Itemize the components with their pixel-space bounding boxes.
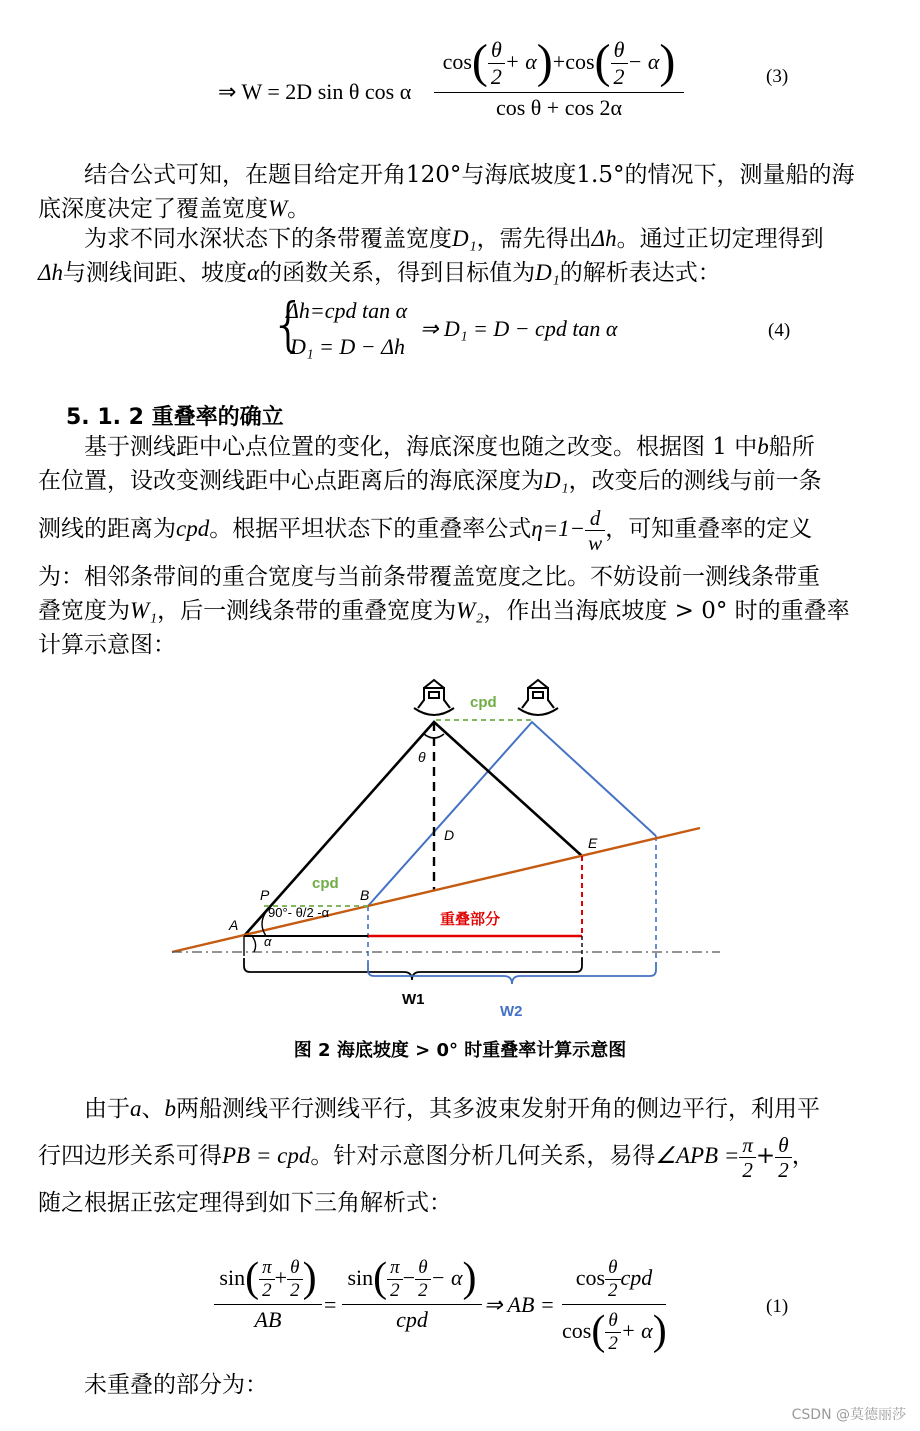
eq3-plus-alpha: + α bbox=[504, 49, 537, 74]
p4-var-b: b bbox=[164, 1096, 176, 1121]
p3-var-w2: W₂ bbox=[456, 598, 484, 623]
eq3-theta1: θ bbox=[488, 37, 505, 64]
paragraph-4 bbox=[38, 1092, 868, 1220]
eq1-rhs-fraction: cos $\frac{\theta}{2}$ cpd cos( $\frac{\theta}{2}$ + α) bbox=[562, 1252, 666, 1357]
eq3-numerator: cos( $\frac{\theta}{2}$ + α)+cos( $\frac{\theta}{2}$ − α) bbox=[434, 34, 684, 93]
eq4-label: (4) bbox=[768, 320, 791, 341]
p3-b-end: ，改变后的测线与前一条 bbox=[568, 468, 822, 494]
label-E: E bbox=[588, 835, 598, 851]
label-A: A bbox=[229, 917, 239, 933]
label-B: B bbox=[360, 887, 370, 903]
label-theta: θ bbox=[418, 749, 426, 765]
p3-var-w1: W₁ bbox=[130, 598, 158, 623]
eq1-two4: 2 bbox=[418, 1280, 428, 1302]
eq1-plus-alpha: + α bbox=[620, 1318, 653, 1343]
eq1-theta1: θ bbox=[287, 1257, 303, 1280]
label-cpd-mid: cpd bbox=[312, 875, 339, 892]
p3-f: 计算示意图： bbox=[38, 632, 176, 658]
p3-eta: η=1− bbox=[531, 516, 586, 541]
eq3-label: (3) bbox=[766, 66, 789, 87]
p4-b-end: ， bbox=[791, 1143, 815, 1169]
p2-var-d1: D₁ bbox=[452, 226, 477, 251]
eq3-theta2: θ bbox=[611, 37, 628, 64]
eq3-two2: 2 bbox=[613, 64, 625, 90]
p2-b-var-dh: Δh bbox=[38, 260, 63, 285]
p4-c: 随之根据正弦定理得到如下三角解析式： bbox=[38, 1190, 452, 1216]
eq1-equals: = bbox=[324, 1292, 337, 1317]
paragraph-5 bbox=[38, 1368, 868, 1402]
eq1-two3: 2 bbox=[390, 1280, 400, 1302]
p3-var-d1: D₁ bbox=[544, 468, 569, 493]
eq4-line2: D₁ = D − Δh bbox=[290, 334, 406, 359]
p4-a-mid: 、 bbox=[141, 1096, 165, 1122]
p4-plus: + bbox=[755, 1143, 776, 1169]
equation-3 bbox=[218, 34, 688, 130]
label-W1: W1 bbox=[402, 991, 425, 1008]
brace-w2 bbox=[368, 962, 656, 984]
eq1-two5: 2 bbox=[608, 1280, 618, 1302]
p3-d: 为：相邻条带间的重合宽度与当前条带覆盖宽度之比。不妨设前一测线条带重 bbox=[38, 564, 820, 590]
eq1-lhs-fraction: sin( $\frac{\pi}{2}$ + $\frac{\theta}{2}$ ) AB bbox=[214, 1252, 322, 1333]
p4-angle: ∠APB = bbox=[655, 1143, 740, 1168]
figure-caption: 图 2 海底坡度 > 0° 时重叠率计算示意图 bbox=[293, 1040, 627, 1061]
p2-a: 为求不同水深状态下的条带覆盖宽度 bbox=[84, 226, 452, 252]
p4-frac-pi: π bbox=[739, 1133, 756, 1158]
p3-var-b: b bbox=[757, 434, 769, 459]
eq1-mid-den: cpd bbox=[396, 1307, 428, 1332]
p1-line-b: 底深度决定了覆盖宽度 bbox=[38, 196, 268, 222]
eq1-minus-alpha: − α bbox=[430, 1265, 463, 1290]
p2-b-end: 的解析表达式： bbox=[559, 260, 721, 286]
eq1-sin2: sin bbox=[347, 1265, 374, 1290]
label-angle-main: 90°- θ/2 -α bbox=[268, 905, 330, 920]
eq4-rhs: ⇒ D₁ = D − cpd tan α bbox=[420, 316, 618, 341]
p3-a: 基于测线距中心点位置的变化，海底深度也随之改变。根据图 1 中 bbox=[84, 434, 758, 460]
p2-a-end: 。通过正切定理得到 bbox=[616, 226, 824, 252]
p3-c-mid: 。根据平坦状态下的重叠率公式 bbox=[209, 516, 532, 542]
eq1-cos2: cos bbox=[562, 1318, 592, 1343]
p4-frac-two-2: 2 bbox=[778, 1157, 789, 1182]
paragraph-2 bbox=[38, 222, 868, 290]
p3-e: 叠宽度为 bbox=[38, 598, 130, 624]
p3-c: 测线的距离为 bbox=[38, 516, 176, 542]
eq3-cos1: cos bbox=[442, 49, 472, 74]
p3-var-cpd: cpd bbox=[176, 516, 210, 541]
eq1-theta3: θ bbox=[605, 1257, 621, 1280]
p4-frac-theta: θ bbox=[775, 1133, 792, 1158]
p2-b: 与测线间距、坡度 bbox=[63, 260, 247, 286]
eq3-fraction bbox=[434, 34, 684, 121]
eq3-minus-alpha: − α bbox=[627, 49, 660, 74]
watermark: CSDN @莫德丽莎 bbox=[791, 1407, 906, 1423]
label-W2: W2 bbox=[500, 1003, 523, 1020]
p3-c-end: ，可知重叠率的定义 bbox=[605, 516, 813, 542]
p3-e-end: ，作出当海底坡度 > 0° 时的重叠率 bbox=[483, 598, 850, 624]
eq3-lhs: ⇒ W = 2D sin θ cos α bbox=[218, 79, 412, 104]
label-cpd-top: cpd bbox=[470, 694, 497, 711]
eq1-minus: − bbox=[402, 1265, 416, 1290]
eq1-two2: 2 bbox=[290, 1280, 300, 1302]
p1-line-a: 结合公式可知，在题目给定开角120°与海底坡度1.5°的情况下，测量船的海 bbox=[84, 162, 855, 188]
alpha-arc bbox=[252, 936, 256, 952]
label-alpha: α bbox=[264, 934, 272, 949]
eq1-arrow-ab: ⇒ AB = bbox=[484, 1292, 555, 1317]
p4-var-a: a bbox=[130, 1096, 142, 1121]
paragraph-1 bbox=[38, 158, 868, 226]
eq1-plus1: + bbox=[274, 1265, 288, 1290]
p2-b-var-d1: D₁ bbox=[535, 260, 560, 285]
p4-var-pb: PB = cpd bbox=[222, 1143, 311, 1168]
eq1-pi2: π bbox=[387, 1257, 403, 1280]
p4-a: 由于 bbox=[84, 1096, 130, 1122]
eq3-denominator: cos θ + cos 2α bbox=[495, 95, 623, 121]
p3-e-mid: ，后一测线条带的重叠宽度为 bbox=[157, 598, 457, 624]
p4-frac-two-1: 2 bbox=[742, 1157, 753, 1182]
p1-end: 。 bbox=[287, 196, 311, 222]
p2-var-dh: Δh bbox=[591, 226, 617, 251]
beam-a bbox=[244, 722, 582, 936]
eq1-mid-fraction: sin( $\frac{\pi}{2}$ − $\frac{\theta}{2}$ − α) cpd bbox=[342, 1252, 482, 1333]
eq1-cpd: cpd bbox=[620, 1265, 653, 1290]
ship-b-icon bbox=[518, 680, 558, 715]
eq1-two1: 2 bbox=[262, 1280, 272, 1302]
label-D: D bbox=[444, 827, 455, 843]
eq3-two1: 2 bbox=[490, 64, 502, 90]
equation-4: { Δh=cpd tan α D₁ = D − Δh ⇒ D₁ = D − cpd tan α bbox=[270, 290, 618, 359]
eq3-plus: + bbox=[552, 49, 566, 74]
p5: 未重叠的部分为： bbox=[84, 1372, 268, 1398]
seabed-line bbox=[172, 828, 700, 952]
eq1-pi1: π bbox=[259, 1257, 275, 1280]
eq1-theta2: θ bbox=[415, 1257, 431, 1280]
equation-1 bbox=[214, 1252, 684, 1362]
ship-a-icon bbox=[414, 680, 454, 715]
figure-2 bbox=[0, 670, 920, 1030]
label-P: P bbox=[260, 887, 270, 903]
p3-b: 在位置，设改变测线距中心点距离后的海底深度为 bbox=[38, 468, 544, 494]
eq3-cos2: cos bbox=[565, 49, 595, 74]
eq4-line1: Δh=cpd tan α bbox=[286, 298, 408, 323]
eq1-two6: 2 bbox=[608, 1333, 618, 1355]
p4-b-mid: 。针对示意图分析几何关系，易得 bbox=[310, 1143, 656, 1169]
label-overlap: 重叠部分 bbox=[440, 911, 501, 928]
eq1-cos1: cos bbox=[575, 1265, 606, 1290]
p2-b-mid: 的函数关系，得到目标值为 bbox=[259, 260, 536, 286]
p3-frac-d: d bbox=[585, 506, 605, 531]
p2-var-alpha: α bbox=[247, 260, 260, 285]
p2-mid: ，需先得出 bbox=[476, 226, 592, 252]
section-heading: 5. 1. 2 重叠率的确立 bbox=[66, 405, 284, 430]
p4-b: 行四边形关系可得 bbox=[38, 1143, 222, 1169]
p1-var-w: W bbox=[268, 196, 288, 221]
p3-a-end: 船所 bbox=[768, 434, 815, 460]
paragraph-3 bbox=[38, 430, 868, 662]
eq1-lhs-den: AB bbox=[254, 1307, 282, 1332]
eq1-label: (1) bbox=[766, 1296, 789, 1317]
p4-a-end: 两船测线平行测线平行，其多波束发射开角的侧边平行，利用平 bbox=[176, 1096, 820, 1122]
p3-frac-w: w bbox=[588, 530, 603, 555]
eq1-sin1: sin bbox=[219, 1265, 246, 1290]
eq1-theta4: θ bbox=[605, 1310, 621, 1333]
